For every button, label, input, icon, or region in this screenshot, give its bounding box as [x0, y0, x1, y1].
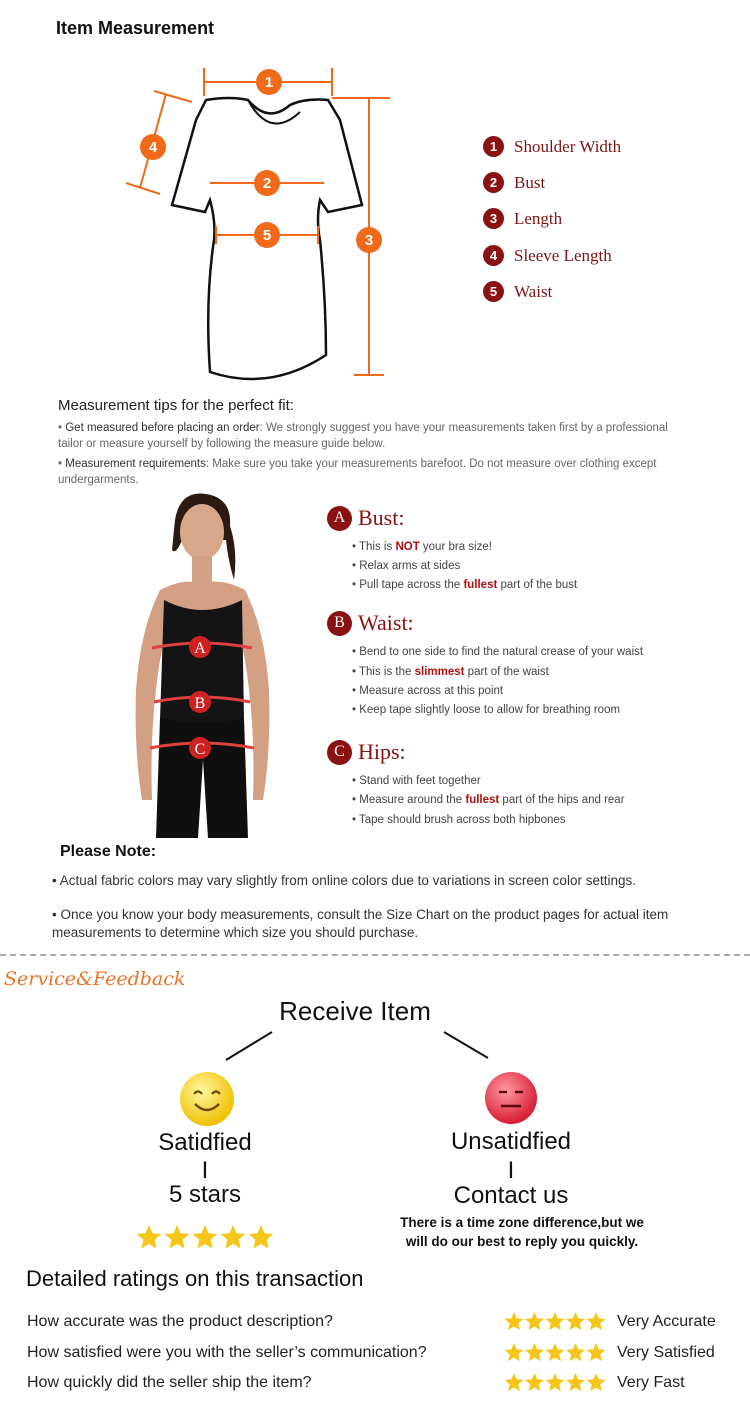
star-icon [249, 1225, 274, 1249]
star-icon [221, 1225, 246, 1249]
svg-text:4: 4 [148, 139, 158, 156]
bullet-item: • Measure around the fullest part of the hips and rear [352, 794, 625, 806]
rating-value: Very Satisfied [617, 1344, 715, 1361]
star-icon [193, 1225, 218, 1249]
section-letter: A [327, 506, 352, 531]
legend-item-length [483, 208, 562, 229]
star-icon [566, 1343, 585, 1361]
tip-bold: Get measured before placing an order [65, 422, 260, 434]
tip-item: • Get measured before placing an order: We strongly suggest you have your measurements taken first by a professional tailor or measure yourself by following the measure guide below. [58, 422, 668, 450]
model-figure [130, 490, 275, 838]
bullet-item: • Tape should brush across both hipbones [352, 814, 566, 826]
rating-question: How satisfied were you with the seller’s communication? [27, 1344, 427, 1361]
star-icon [545, 1312, 564, 1330]
rating-value: Very Accurate [617, 1313, 716, 1330]
svg-text:2: 2 [262, 175, 272, 192]
section-title: Bust: [358, 505, 405, 530]
rating-stars-icon [503, 1342, 605, 1364]
svg-text:1: 1 [264, 74, 274, 91]
star-icon [165, 1225, 190, 1249]
legend-number: 2 [483, 172, 504, 193]
legend-label: Bust [514, 172, 546, 192]
star-icon [137, 1225, 162, 1249]
legend-label: Sleeve Length [514, 245, 612, 265]
separator: I [507, 1157, 515, 1184]
rating-stars-icon [503, 1311, 605, 1333]
receive-item-label: Receive Item [279, 996, 431, 1026]
note-item: • Actual fabric colors may vary slightly from online colors due to variations in screen color settings. [52, 873, 636, 888]
section-bust-header [327, 505, 404, 531]
ratings-title: Detailed ratings on this transaction [26, 1266, 364, 1291]
star-icon [586, 1312, 605, 1330]
dress-diagram [120, 55, 400, 385]
separator: I [201, 1157, 209, 1184]
svg-text:C: C [194, 741, 206, 758]
note-item: • Once you know your body measurements, consult the Size Chart on the product pages for actual item measurements to determine which size you should purchase. [52, 907, 669, 940]
star-icon [525, 1373, 544, 1391]
svg-text:5: 5 [262, 227, 272, 244]
star-icon [545, 1343, 564, 1361]
time-zone-note: There is a time zone difference,but we will do our best to reply you quickly. [400, 1215, 644, 1249]
legend-number: 3 [483, 208, 504, 229]
star-icon [586, 1343, 605, 1361]
legend-item-waist [483, 281, 552, 302]
star-icon [504, 1343, 523, 1361]
svg-text:3: 3 [364, 232, 374, 249]
unsatisfied-label: Unsatidfied [450, 1128, 572, 1155]
tip-bold: Measurement requirements [65, 458, 206, 470]
contact-us-label: Contact us [453, 1182, 569, 1209]
star-icon [586, 1373, 605, 1391]
legend-number: 4 [483, 245, 504, 266]
legend-label: Length [514, 208, 563, 228]
five-stars-label: 5 stars [168, 1181, 242, 1208]
tip-item: • Measurement requirements: Make sure you take your measurements barefoot. Do not measure over clothing except undergarments. [58, 458, 657, 486]
branch-lines [220, 1030, 500, 1064]
bullet-item: • Bend to one side to find the natural crease of your waist [352, 646, 644, 658]
bullet-item: • Stand with feet together [352, 775, 481, 787]
star-icon [504, 1373, 523, 1391]
svg-text:A: A [194, 640, 206, 657]
unhappy-face-icon [483, 1070, 539, 1126]
bullet-item: • Measure across at this point [352, 685, 504, 697]
legend-number: 1 [483, 136, 504, 157]
page-title: Item Measurement [56, 18, 215, 38]
bullet-item: • Relax arms at sides [352, 560, 461, 572]
note-title: Please Note: [60, 843, 157, 860]
bullet-item: • This is the slimmest part of the waist [352, 666, 549, 678]
bullet-item: • Pull tape across the fullest part of the bust [352, 579, 578, 591]
section-hips-header [327, 739, 406, 765]
tip-text: : We strongly suggest you have your measurements taken first by a professional tailor or measure yourself by following the measure guide below. [58, 422, 668, 450]
legend-number: 5 [483, 281, 504, 302]
rating-question: How accurate was the product description? [27, 1313, 333, 1330]
star-icon [545, 1373, 564, 1391]
star-icon [566, 1373, 585, 1391]
tip-text: : Make sure you take your measurements barefoot. Do not measure over clothing except undergarments. [58, 458, 657, 486]
section-title: Waist: [358, 610, 414, 635]
legend-label: Shoulder Width [514, 136, 622, 156]
rating-stars-icon [503, 1372, 605, 1394]
legend-item-sleeve-length [483, 245, 612, 266]
legend-label: Waist [514, 281, 553, 301]
section-divider [0, 954, 750, 956]
rating-question: How quickly did the seller ship the item? [27, 1374, 312, 1391]
legend-item-shoulder-width [483, 136, 621, 157]
section-waist-header [327, 610, 414, 636]
five-stars-icon [135, 1224, 275, 1252]
svg-text:B: B [194, 695, 206, 712]
bullet-item: • This is NOT your bra size! [352, 541, 492, 553]
star-icon [504, 1312, 523, 1330]
star-icon [566, 1312, 585, 1330]
satisfied-label: Satidfied [158, 1129, 252, 1156]
legend-item-bust [483, 172, 545, 193]
happy-face-icon [178, 1070, 236, 1128]
tips-title: Measurement tips for the perfect fit: [58, 397, 294, 414]
service-title: Service&Feedback [4, 968, 186, 990]
star-icon [525, 1312, 544, 1330]
section-title: Hips: [358, 739, 406, 764]
bullet-item: • Keep tape slightly loose to allow for breathing room [352, 704, 621, 716]
star-icon [525, 1343, 544, 1361]
section-letter: C [327, 740, 352, 765]
rating-value: Very Fast [617, 1374, 685, 1391]
section-letter: B [327, 611, 352, 636]
